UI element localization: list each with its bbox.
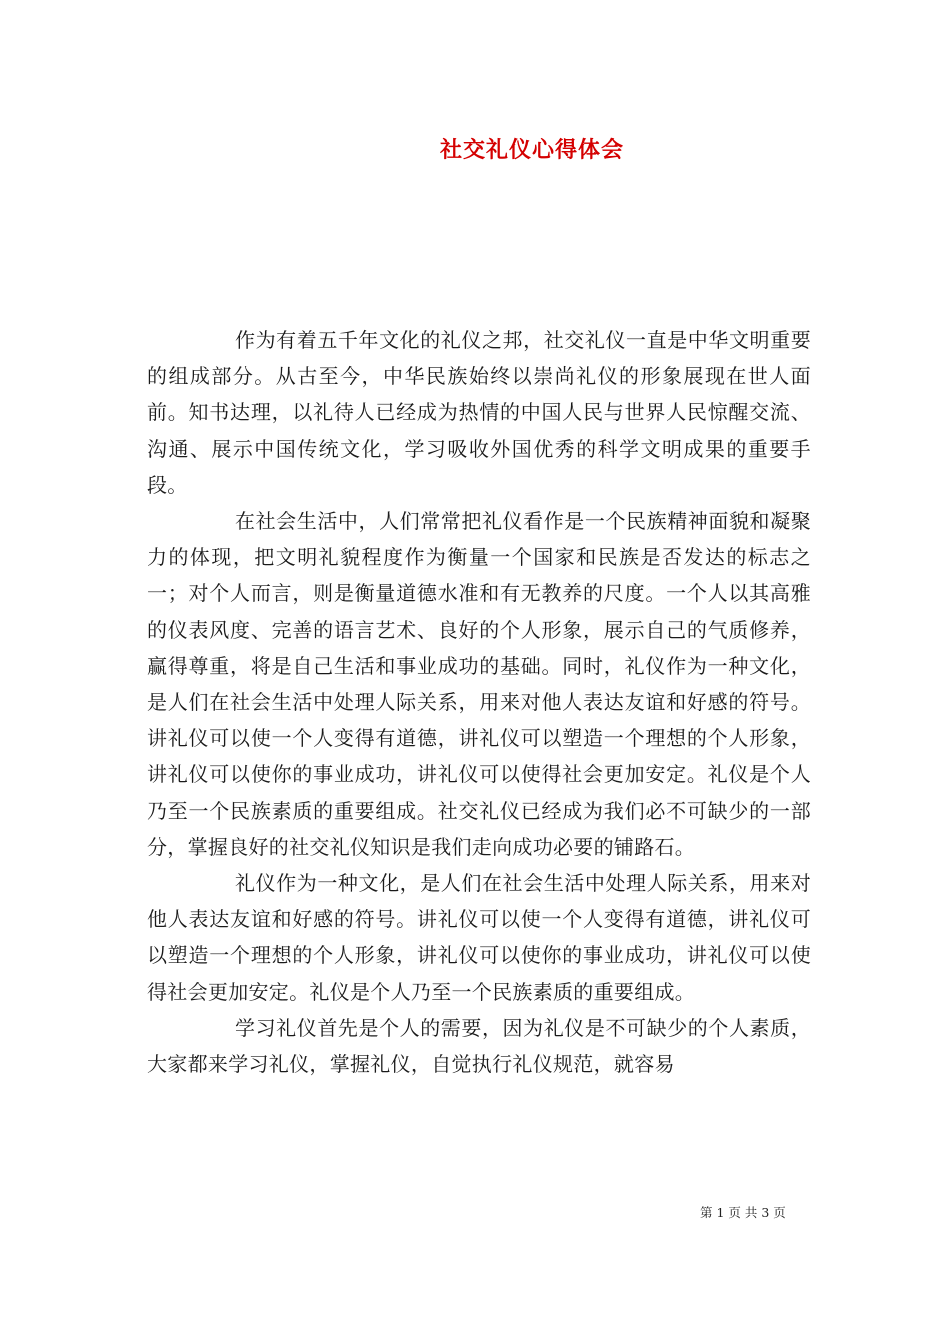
paragraph-2: 在社会生活中，人们常常把礼仪看作是一个民族精神面貌和凝聚力的体现，把文明礼貌程度作为衡量一个国家和民族是否发达的标志之一；对个人而言，则是衡量道德水准和有无教养的尺度。一个人以其高雅的仪表风度、完善的语言艺术、良好的个人形象，展示自己的气质修养，赢得尊重，将是自己生活和事业成功的基础。同时，礼仪作为一种文化，是人们在社会生活中处理人际关系，用来对他人表达友谊和好感的符号。讲礼仪可以使一个人变得有道德，讲礼仪可以塑造一个理想的个人形象，讲礼仪可以使你的事业成功，讲礼仪可以使得社会更加安定。礼仪是个人乃至一个民族素质的重要组成。社交礼仪已经成为我们必不可缺少的一部分，掌握良好的社交礼仪知识是我们走向成功必要的铺路石。 [147,509,811,859]
document-body [147,322,811,1082]
paragraph-4: 学习礼仪首先是个人的需要，因为礼仪是不可缺少的个人素质，大家都来学习礼仪，掌握礼仪，自觉执行礼仪规范，就容易 [147,1015,811,1077]
paragraph-3: 礼仪作为一种文化，是人们在社会生活中处理人际关系，用来对他人表达友谊和好感的符号。讲礼仪可以使一个人变得有道德，讲礼仪可以塑造一个理想的个人形象，讲礼仪可以使你的事业成功，讲礼仪可以使得社会更加安定。礼仪是个人乃至一个民族素质的重要组成。 [147,871,811,1004]
paragraph-1: 作为有着五千年文化的礼仪之邦，社交礼仪一直是中华文明重要的组成部分。从古至今，中华民族始终以崇尚礼仪的形象展现在世人面前。知书达理，以礼待人已经成为热情的中国人民与世界人民惊醒交流、沟通、展示中国传统文化，学习吸收外国优秀的科学文明成果的重要手段。 [147,328,811,497]
document-title: 社交礼仪心得体会 [440,137,625,163]
page-number-footer: 第 1 页 共 3 页 [700,1205,786,1220]
